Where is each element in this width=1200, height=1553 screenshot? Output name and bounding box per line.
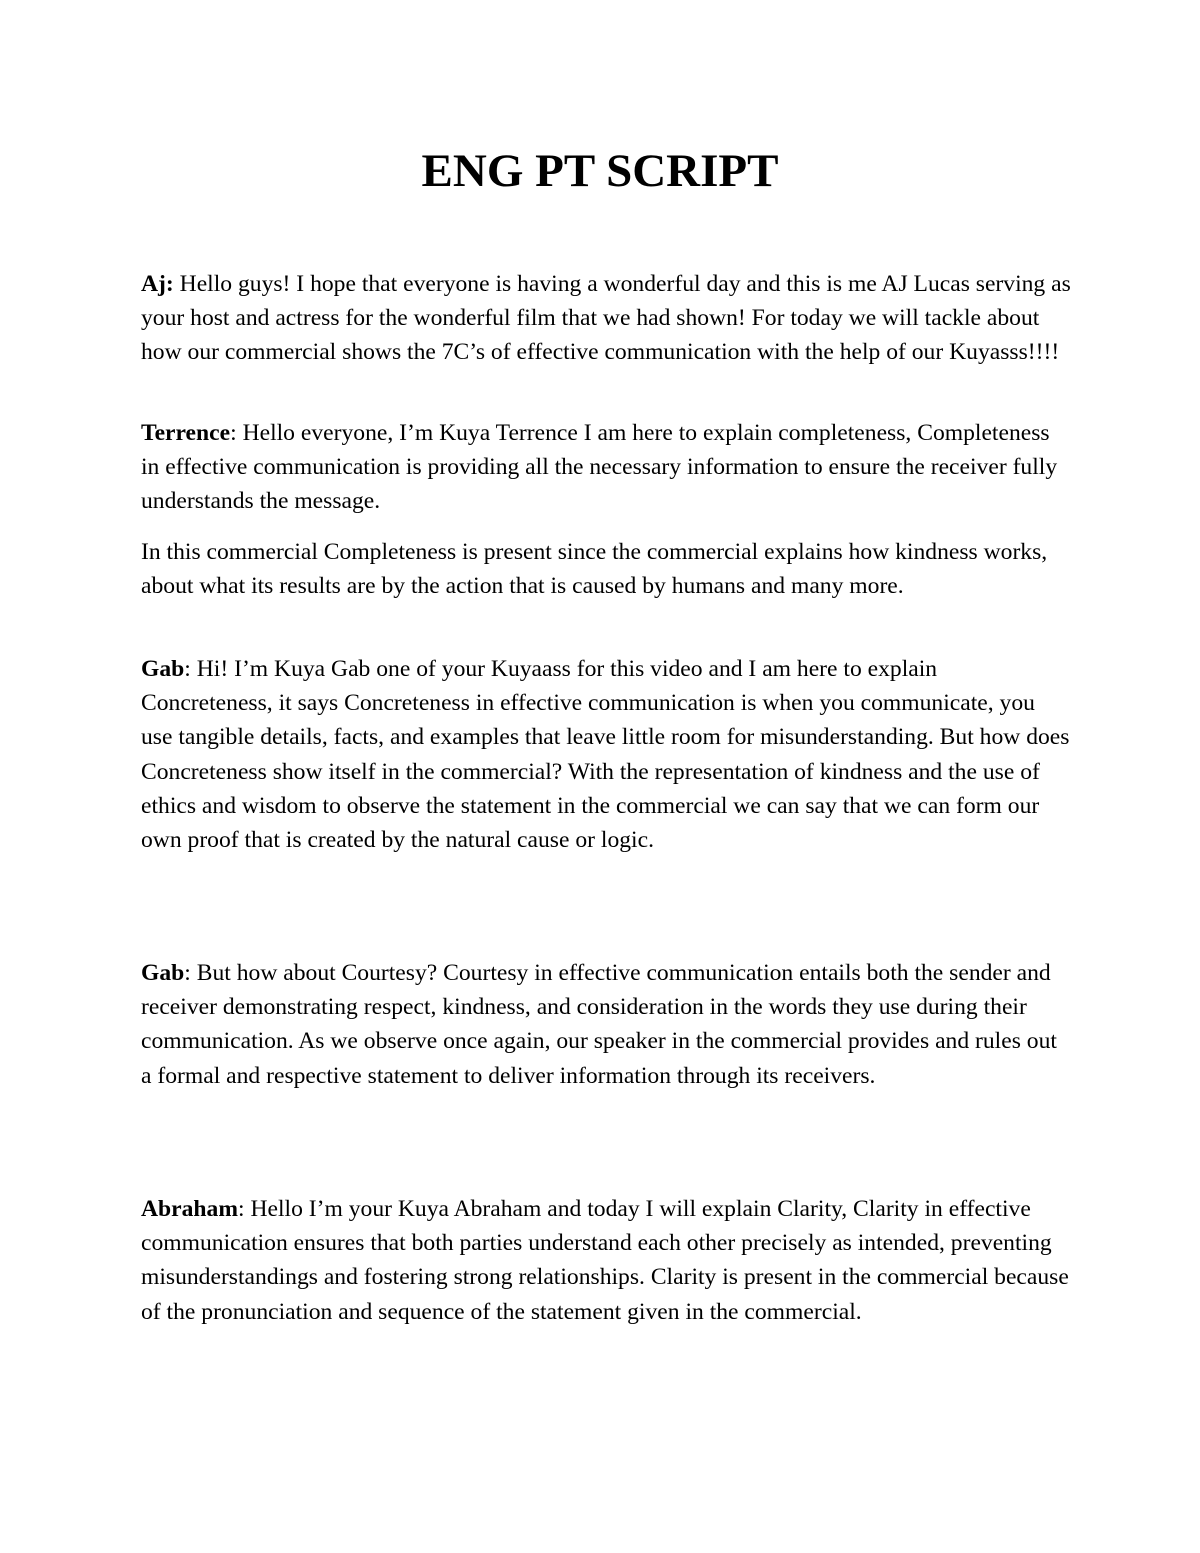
paragraph-text: : Hello I’m your Kuya Abraham and today I will explain Clarity, Clarity in effective communication ensures that both parties understand each other precisely as intended, preventing misunderstandings and fostering strong relationships. Clarity is present in the commercial because of the pronunciation and sequence of the statement given in the commercial.	[141, 1196, 1069, 1325]
page-title: ENG PT SCRIPT	[421, 145, 779, 197]
speaker-name-terrence: Terrence	[141, 420, 231, 446]
paragraph-text: Hello guys! I hope that everyone is having a wonderful day and this is me AJ Lucas serving as your host and actress for the wonderful film that we had shown! For today we will tackle about how our commercial shows the 7C’s of effective communication with the help of our Kuyasss!!!!	[141, 271, 1071, 366]
script-paragraph-gab-courtesy	[141, 956, 1071, 1093]
paragraph-text: In this commercial Completeness is present since the commercial explains how kindness works, about what its results are by the action that is caused by humans and many more.	[141, 539, 1048, 600]
script-paragraph-aj	[141, 267, 1071, 370]
paragraph-text: : Hello everyone, I’m Kuya Terrence I am here to explain completeness, Completeness in effective communication is providing all the necessary information to ensure the receiver fully understands the message.	[141, 420, 1058, 515]
speaker-name-gab: Gab	[141, 656, 185, 682]
paragraph-text: : Hi! I’m Kuya Gab one of your Kuyaass for this video and I am here to explain Concreteness, it says Concreteness in effective communication is when you communicate, you use tangible details, facts, and examples that leave little room for misunderstanding. But how does Concreteness show itself in the commercial? With the representation of kindness and the use of ethics and wisdom to observe the statement in the commercial we can say that we can form our own proof that is created by the natural cause or logic.	[141, 656, 1070, 854]
speaker-name-gab: Gab	[141, 960, 185, 986]
script-paragraph-abraham	[141, 1192, 1071, 1329]
speaker-name-aj: Aj:	[141, 271, 174, 297]
script-paragraph-completeness	[141, 535, 1071, 603]
speaker-name-abraham: Abraham	[141, 1196, 239, 1222]
script-paragraph-gab-concreteness	[141, 652, 1071, 857]
paragraph-text: : But how about Courtesy? Courtesy in effective communication entails both the sender and receiver demonstrating respect, kindness, and consideration in the words they use during their communication. As we observe once again, our speaker in the commercial provides and rules out a formal and respective statement to deliver information through its receivers.	[141, 960, 1057, 1089]
script-paragraph-terrence	[141, 416, 1071, 519]
